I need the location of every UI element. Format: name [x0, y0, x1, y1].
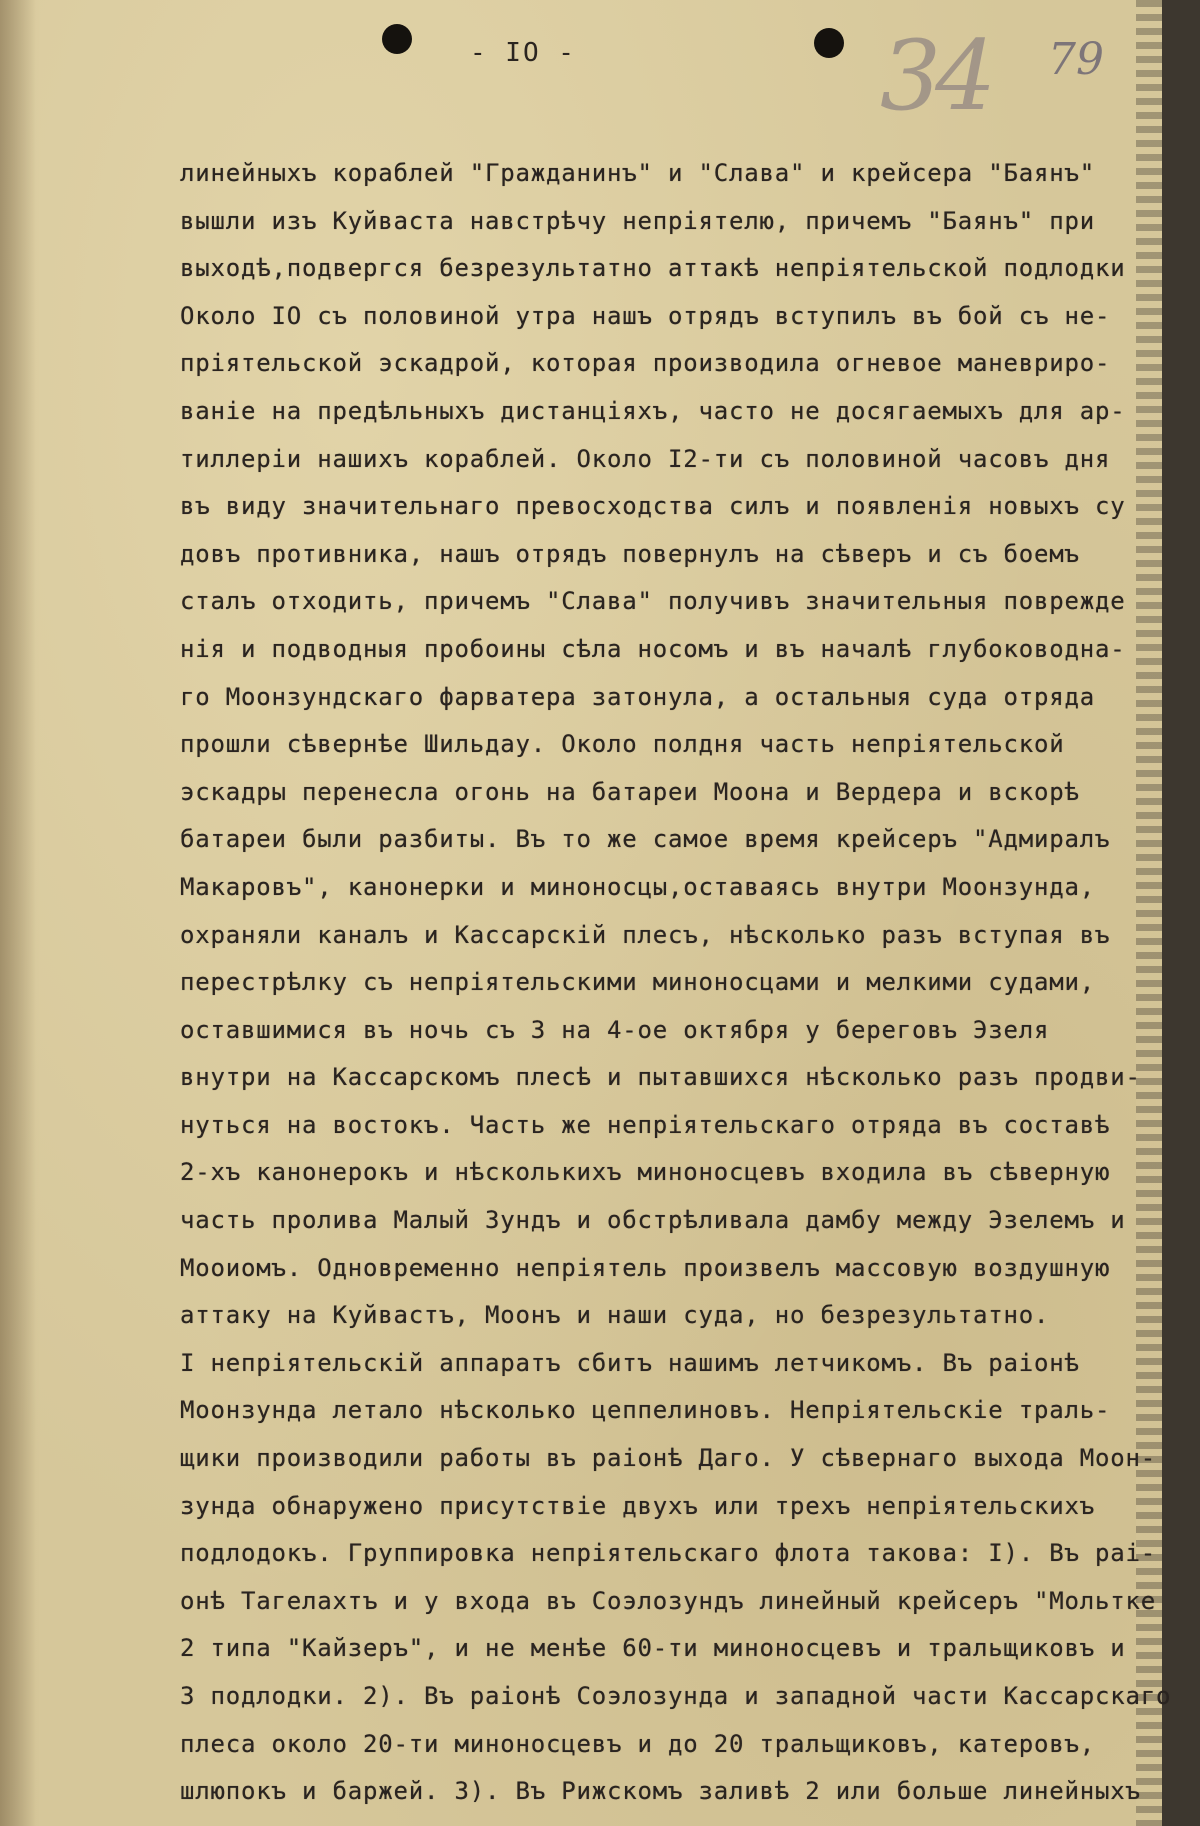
- text-line: зунда обнаружено присутствіе двухъ или трехъ непріятельскихъ: [180, 1491, 1095, 1520]
- folio-number-main: 34: [880, 20, 991, 132]
- text-line: Мооиомъ. Одновременно непріятель произвелъ массовую воздушную: [180, 1253, 1111, 1282]
- text-line: пріятельской эскадрой, которая производила огневое маневриро-: [180, 349, 1111, 378]
- text-line: линейныхъ кораблей "Гражданинъ" и "Слава" и крейсера "Баянъ": [180, 159, 1095, 187]
- text-line: внутри на Кассарскомъ плесѣ и пытавшихся нѣсколько разъ продви-: [180, 1063, 1141, 1092]
- punch-hole-right: [814, 28, 844, 58]
- text-line: батареи были разбиты. Въ то же самое время крейсеръ "Адмиралъ: [180, 825, 1111, 854]
- text-line: довъ противника, нашъ отрядъ повернулъ на сѣверъ и съ боемъ: [180, 539, 1080, 568]
- text-line: I непріятельскій аппаратъ сбитъ нашимъ летчикомъ. Въ раіонѣ: [180, 1348, 1080, 1377]
- text-line: часть пролива Малый Зундъ и обстрѣливала дамбу между Эзелемъ и: [180, 1206, 1126, 1235]
- page-binding-shadow: [0, 0, 36, 1826]
- folio-number-small: 79: [1048, 34, 1104, 85]
- text-line: прошли сѣвернѣе Шильдау. Около полдня часть непріятельской: [180, 730, 1065, 759]
- text-line: сталъ отходить, причемъ "Слава" получивъ значительныя поврежде: [180, 587, 1126, 616]
- text-line: онѣ Тагелахтъ и у входа въ Соэлозундъ линейный крейсеръ "Мольтке: [180, 1586, 1156, 1615]
- typed-body-text: [180, 150, 1172, 1816]
- text-line: 3 подлодки. 2). Въ раіонѣ Соэлозунда и западной части Кассарскаго: [180, 1682, 1172, 1710]
- archive-folio-number: [880, 20, 1104, 138]
- text-line: щики производили работы въ раіонѣ Даго. У сѣвернаго выхода Моон-: [180, 1444, 1156, 1473]
- text-line: плеса около 20-ти миноносцевъ и до 20 тральщиковъ, катеровъ,: [180, 1729, 1095, 1758]
- text-line: Моонзунда летало нѣсколько цеппелиновъ. Непріятельскіе траль-: [180, 1396, 1111, 1425]
- text-line: подлодокъ. Группировка непріятельскаго флота такова: I). Въ раі-: [180, 1539, 1156, 1568]
- text-line: го Моонзундскаго фарватера затонула, а остальныя суда отряда: [180, 682, 1095, 711]
- text-line: 2 типа "Кайзеръ", и не менѣе 60-ти миноносцевъ и тральщиковъ и: [180, 1634, 1126, 1663]
- text-line: нія и подводныя пробоины сѣла носомъ и въ началѣ глубоководна-: [180, 634, 1126, 663]
- text-line: шлюпокъ и баржей. 3). Въ Рижскомъ заливѣ 2 или больше линейныхъ: [180, 1777, 1141, 1806]
- text-line: перестрѣлку съ непріятельскими миноносцами и мелкими судами,: [180, 968, 1095, 997]
- text-line: Около IO съ половиной утра нашъ отрядъ вступилъ въ бой съ не-: [180, 301, 1111, 330]
- text-line: оставшимися въ ночь съ 3 на 4-ое октября у береговъ Эзеля: [180, 1015, 1050, 1044]
- punch-hole-left: [382, 24, 412, 54]
- page-number: - IO -: [470, 38, 576, 68]
- text-line: вышли изъ Куйваста навстрѣчу непріятелю, причемъ "Баянъ" при: [180, 206, 1095, 235]
- text-line: выходѣ,подвергся безрезультатно аттакѣ непріятельской подлодки: [180, 254, 1126, 283]
- text-line: тиллеріи нашихъ кораблей. Около I2-ти съ половиной часовъ дня: [180, 444, 1111, 473]
- text-line: ваніе на предѣльныхъ дистанціяхъ, часто не досягаемыхъ для ар-: [180, 396, 1126, 425]
- text-line: 2-хъ канонерокъ и нѣсколькихъ миноносцевъ входила въ сѣверную: [180, 1158, 1111, 1187]
- text-line: нуться на востокъ. Часть же непріятельскаго отряда въ составѣ: [180, 1110, 1111, 1139]
- text-line: охраняли каналъ и Кассарскій плесъ, нѣсколько разъ вступая въ: [180, 920, 1111, 949]
- text-line: въ виду значительнаго превосходства силъ и появленія новыхъ су: [180, 492, 1126, 521]
- text-line: эскадры перенесла огонь на батареи Моона и Вердера и вскорѣ: [180, 777, 1080, 806]
- text-line: Макаровъ", канонерки и миноносцы,оставаясь внутри Моонзунда,: [180, 872, 1095, 901]
- text-line: аттаку на Куйвастъ, Моонъ и наши суда, но безрезультатно.: [180, 1301, 1050, 1330]
